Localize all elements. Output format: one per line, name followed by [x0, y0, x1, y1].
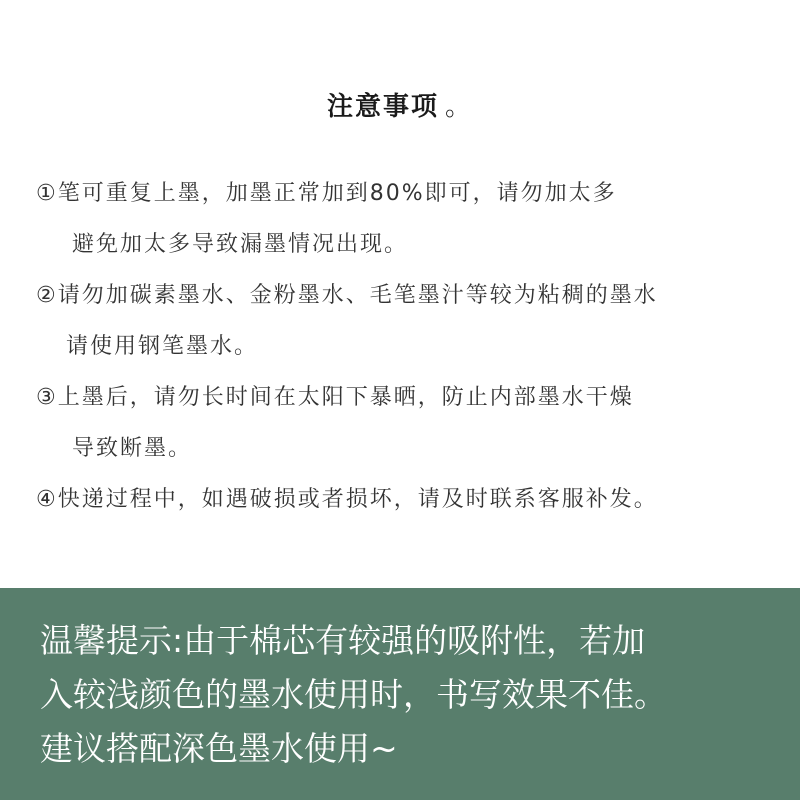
notice-title: [0, 86, 800, 123]
tip-line-2: 入较浅颜色的墨水使用时，书写效果不佳。: [40, 675, 667, 714]
tip-panel: [0, 588, 800, 800]
notice-title-mark: 。: [445, 92, 474, 122]
notice-list: [36, 168, 776, 525]
notice-item-1-continued: 避免加太多导致漏墨情况出现。: [72, 232, 409, 257]
notice-item-2-continued: 请使用钢笔墨水。: [66, 334, 259, 359]
notice-item-1: ①笔可重复上墨，加墨正常加到80%即可，请勿加太多: [36, 181, 617, 206]
notice-item-3: ③上墨后，请勿长时间在太阳下暴晒，防止内部墨水干燥: [36, 385, 634, 410]
tip-line-3: 建议搭配深色墨水使用~: [40, 729, 398, 768]
notice-item-3-continued: 导致断墨。: [72, 436, 193, 461]
tip-text: [40, 614, 780, 776]
notice-title-text: 注意事项: [326, 92, 439, 122]
notice-item-2: ②请勿加碳素墨水、金粉墨水、毛笔墨汁等较为粘稠的墨水: [36, 283, 658, 308]
notice-item-4: ④快递过程中，如遇破损或者损坏，请及时联系客服补发。: [36, 487, 658, 512]
tip-line-1: 温馨提示:由于棉芯有较强的吸附性，若加: [40, 621, 646, 660]
